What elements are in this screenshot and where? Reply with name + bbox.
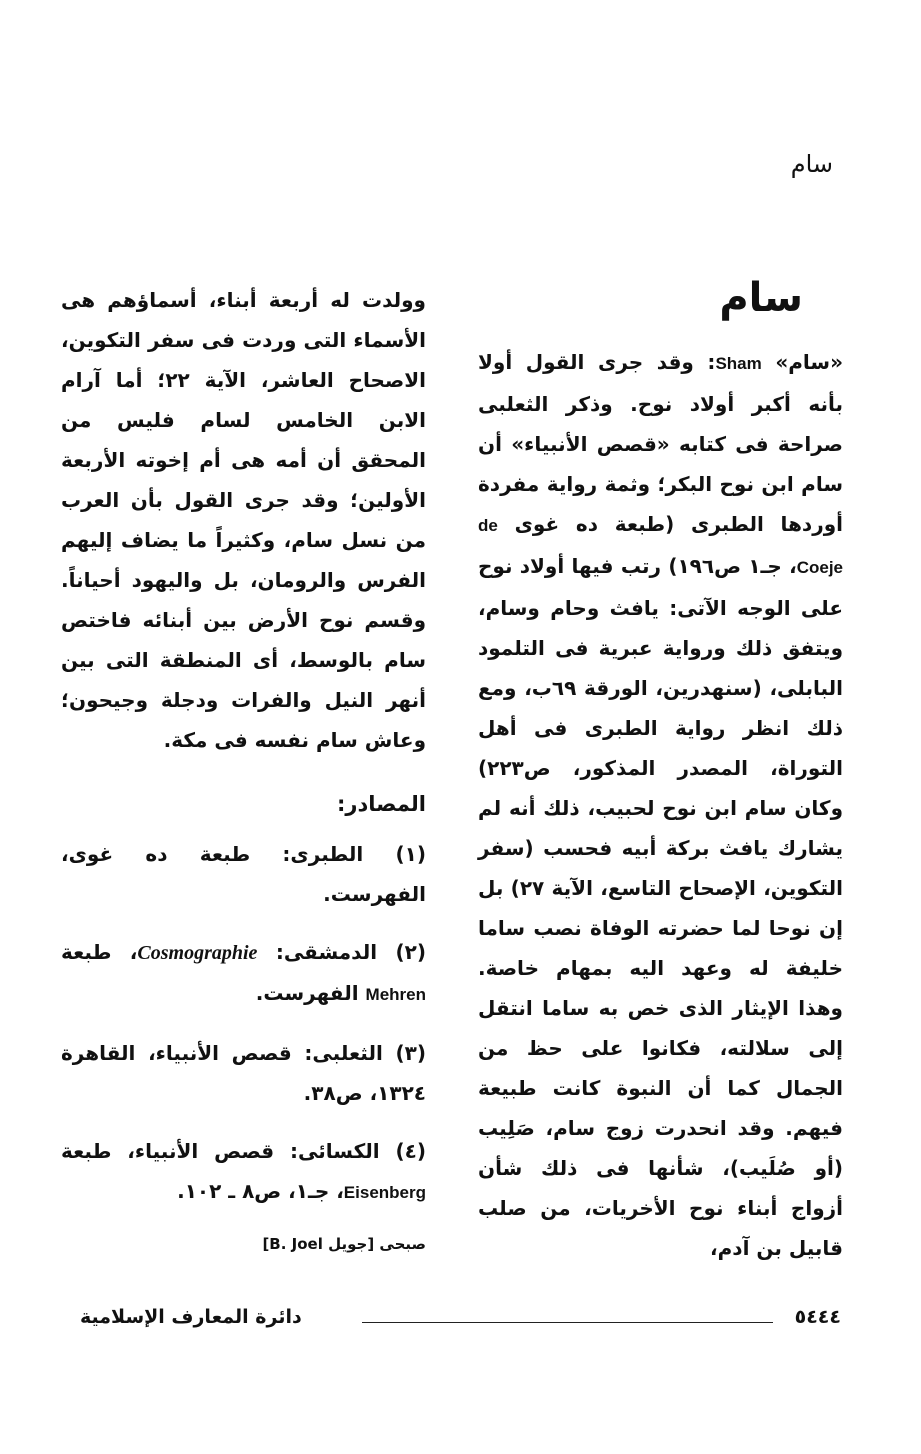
sources-heading: المصادر: xyxy=(336,792,426,816)
running-head: سام xyxy=(790,150,833,178)
text-run: (٢) الدمشقى: xyxy=(257,940,426,964)
text-run: : وقد جرى القول أولا بأنه أكبر أولاد نوح. وذكر الثعلبى صراحة فى كتابه «قصص الأنبياء» أن سام ابن نوح البكر؛ وثمة رواية مفردة أوردها الطبرى (طبعة ده غوى xyxy=(478,350,843,536)
article-column-left xyxy=(61,280,426,1257)
source-item-2 xyxy=(61,932,426,1015)
text-run: ، طبعة xyxy=(61,940,138,964)
source-item-4 xyxy=(61,1131,426,1213)
latin-title-cosmographie: Cosmographie xyxy=(137,942,258,964)
article-paragraph-1 xyxy=(478,342,843,1268)
text-run: ، جـ١، ص٨ ـ ١٠٢. xyxy=(177,1179,344,1203)
article-paragraph-2: وولدت له أربعة أبناء، أسماؤهم هى الأسماء التى وردت فى سفر التكوين، الاصحاح العاشر، الآية ٢٢؛ أما آرام الابن الخامس لسام فليس من المحقق أن أمه هى أم إخوته الأربعة الأولين؛ وقد جرى القول بأن العرب من نسل سام، وكثيراً ما يضاف إليهم الفرس والرومان، بل واليهود أحياناً. وقسم نوح الأرض بين أبنائه فاختص سام بالوسط، أى المنطقة التى بين أنهر النيل والفرات ودجلة وجيحون؛ وعاش سام نفسه فى مكة. xyxy=(61,288,426,752)
source-item-3: (٣) الثعلبى: قصص الأنبياء، القاهرة ١٣٢٤، ص٣٨. xyxy=(61,1041,426,1105)
page-number: ٥٤٤٤ xyxy=(794,1306,841,1328)
latin-editor-eisenberg: Eisenberg xyxy=(343,1183,426,1202)
text-run: «سام» xyxy=(761,350,843,374)
footer-publication-title: دائرة المعارف الإسلامية xyxy=(80,1306,302,1328)
author-signature: صبحى [جويل B. Joel] xyxy=(262,1235,426,1253)
article-column-right xyxy=(478,270,843,1268)
latin-editor-mehren: Mehren xyxy=(365,985,426,1004)
page-footer xyxy=(80,1306,841,1340)
text-run: الفهرست. xyxy=(255,981,366,1005)
article-title: سام xyxy=(719,275,803,321)
latin-term-sham: Sham xyxy=(715,354,762,373)
source-item-1: (١) الطبرى: طبعة ده غوى، الفهرست. xyxy=(61,842,426,906)
latin-term-de-coeje: de Coeje xyxy=(478,516,843,577)
text-run: (٤) الكسائى: قصص الأنبياء، طبعة xyxy=(61,1139,426,1163)
footer-divider xyxy=(362,1322,773,1323)
text-run: ، جـ١ ص١٩٦) رتب فيها أولاد نوح على الوجه الآتى: يافث وحام وسام، ويتفق ذلك ورواية عبرية فى التلمود البابلى، (سنهدرين، الورقة ٦٩ب، ومع ذلك انظر رواية الطبرى فى أهل التوراة، المصدر المذكور، ص٢٢٣) وكان سام ابن نوح لحبيب، ذلك أنه لم يشارك يافث بركة أبيه فحسب (سفر التكوين، الإصحاح التاسع، الآية ٢٧) بل إن نوحا لما حضرته الوفاة نصب ساما خليفة له وعهد اليه بمهام خاصة. وهذا الإيثار الذى خص به ساما انتقل إلى سلالته، فكانوا على حظ من الجمال كما أن النبوة كانت طبيعة فيهم. وقد انحدرت زوج سام، صَلِيب (أو صُلَيب)، شأنها فى ذلك شأن أزواج أبناء نوح الأخريات، من صلب قابيل بن آدم، xyxy=(478,554,844,1260)
